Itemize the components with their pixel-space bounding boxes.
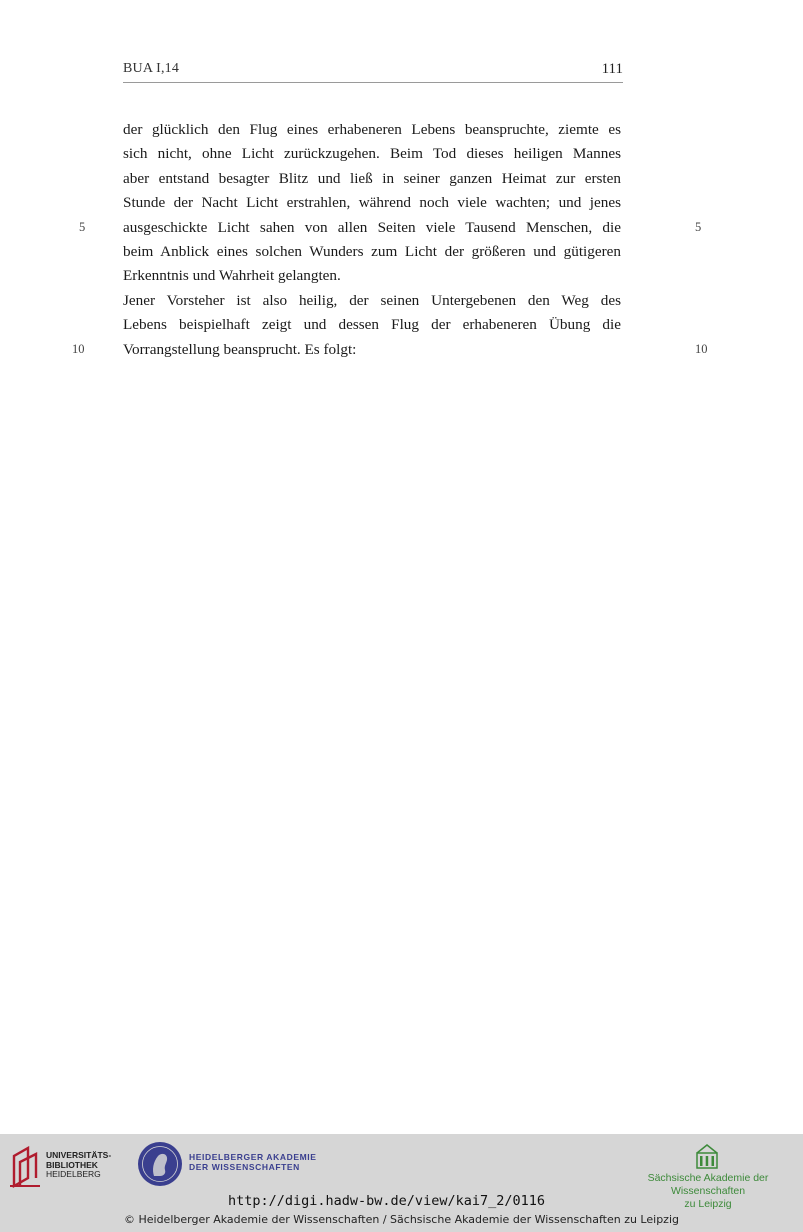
text-line: sich nicht, ohne Licht zurückzugehen. Beim Tod dieses heiligen Mannes (123, 145, 621, 163)
hadw-name-line: DER WISSENSCHAFTEN (189, 1162, 300, 1172)
page-number: 111 (601, 61, 623, 77)
text-line: der glücklich den Flug eines erhabeneren Lebens beanspruchte, ziemte es (123, 121, 621, 138)
hadw-name (189, 1152, 317, 1172)
saw-logo-icon[interactable] (696, 1143, 718, 1169)
running-head-siglum: BUA I,14 (123, 61, 180, 76)
text-line: Lebens beispielhaft zeigt und dessen Flug der erhabeneren Übung die (123, 316, 621, 334)
text-line: Vorrangstellung beansprucht. Es folgt: (123, 340, 357, 358)
text-line: Jener Vorsteher ist also heilig, der seinen Untergebenen den Weg des (123, 291, 621, 309)
line-number-left-10: 10 (72, 342, 85, 356)
text-line: aber entstand besagter Blitz und ließ in seiner ganzen Heimat zur ersten (123, 169, 621, 187)
ub-logo-icon[interactable] (8, 1146, 42, 1188)
text-line: ausgeschickte Licht sahen von allen Seiten viele Tausend Menschen, die (123, 218, 621, 236)
line-number-left-5: 5 (79, 220, 86, 234)
copyright-notice: © Heidelberger Akademie der Wissenschaften / Sächsische Akademie der Wissenschaften zu Leipzig (123, 1213, 679, 1226)
footer-bar (0, 1134, 803, 1232)
ub-name-line: BIBLIOTHEK (46, 1159, 98, 1170)
line-number-right-5: 5 (695, 220, 702, 234)
text-line: beim Anblick eines solchen Wunders zum Licht der größeren und gütigeren (123, 242, 621, 260)
saw-name-line: Sächsische Akademie der Wissenschaften (647, 1172, 769, 1197)
ub-name-line: UNIVERSITÄTS- (46, 1150, 112, 1160)
running-head (123, 60, 623, 83)
main-text (123, 118, 621, 362)
ub-name-line: HEIDELBERG (46, 1169, 101, 1179)
hadw-seal-icon[interactable] (138, 1142, 182, 1186)
text-line: Stunde der Nacht Licht erstrahlen, während noch viele wachten; und jenes (123, 194, 621, 212)
saw-name-line: zu Leipzig (684, 1198, 732, 1210)
ub-name (46, 1151, 111, 1180)
line-number-right-10: 10 (695, 342, 708, 356)
permalink-url[interactable]: http://digi.hadw-bw.de/view/kai7_2/0116 (228, 1193, 545, 1209)
hadw-name-line: HEIDELBERGER AKADEMIE (189, 1152, 317, 1162)
text-line: Erkenntnis und Wahrheit gelangten. (123, 267, 341, 285)
